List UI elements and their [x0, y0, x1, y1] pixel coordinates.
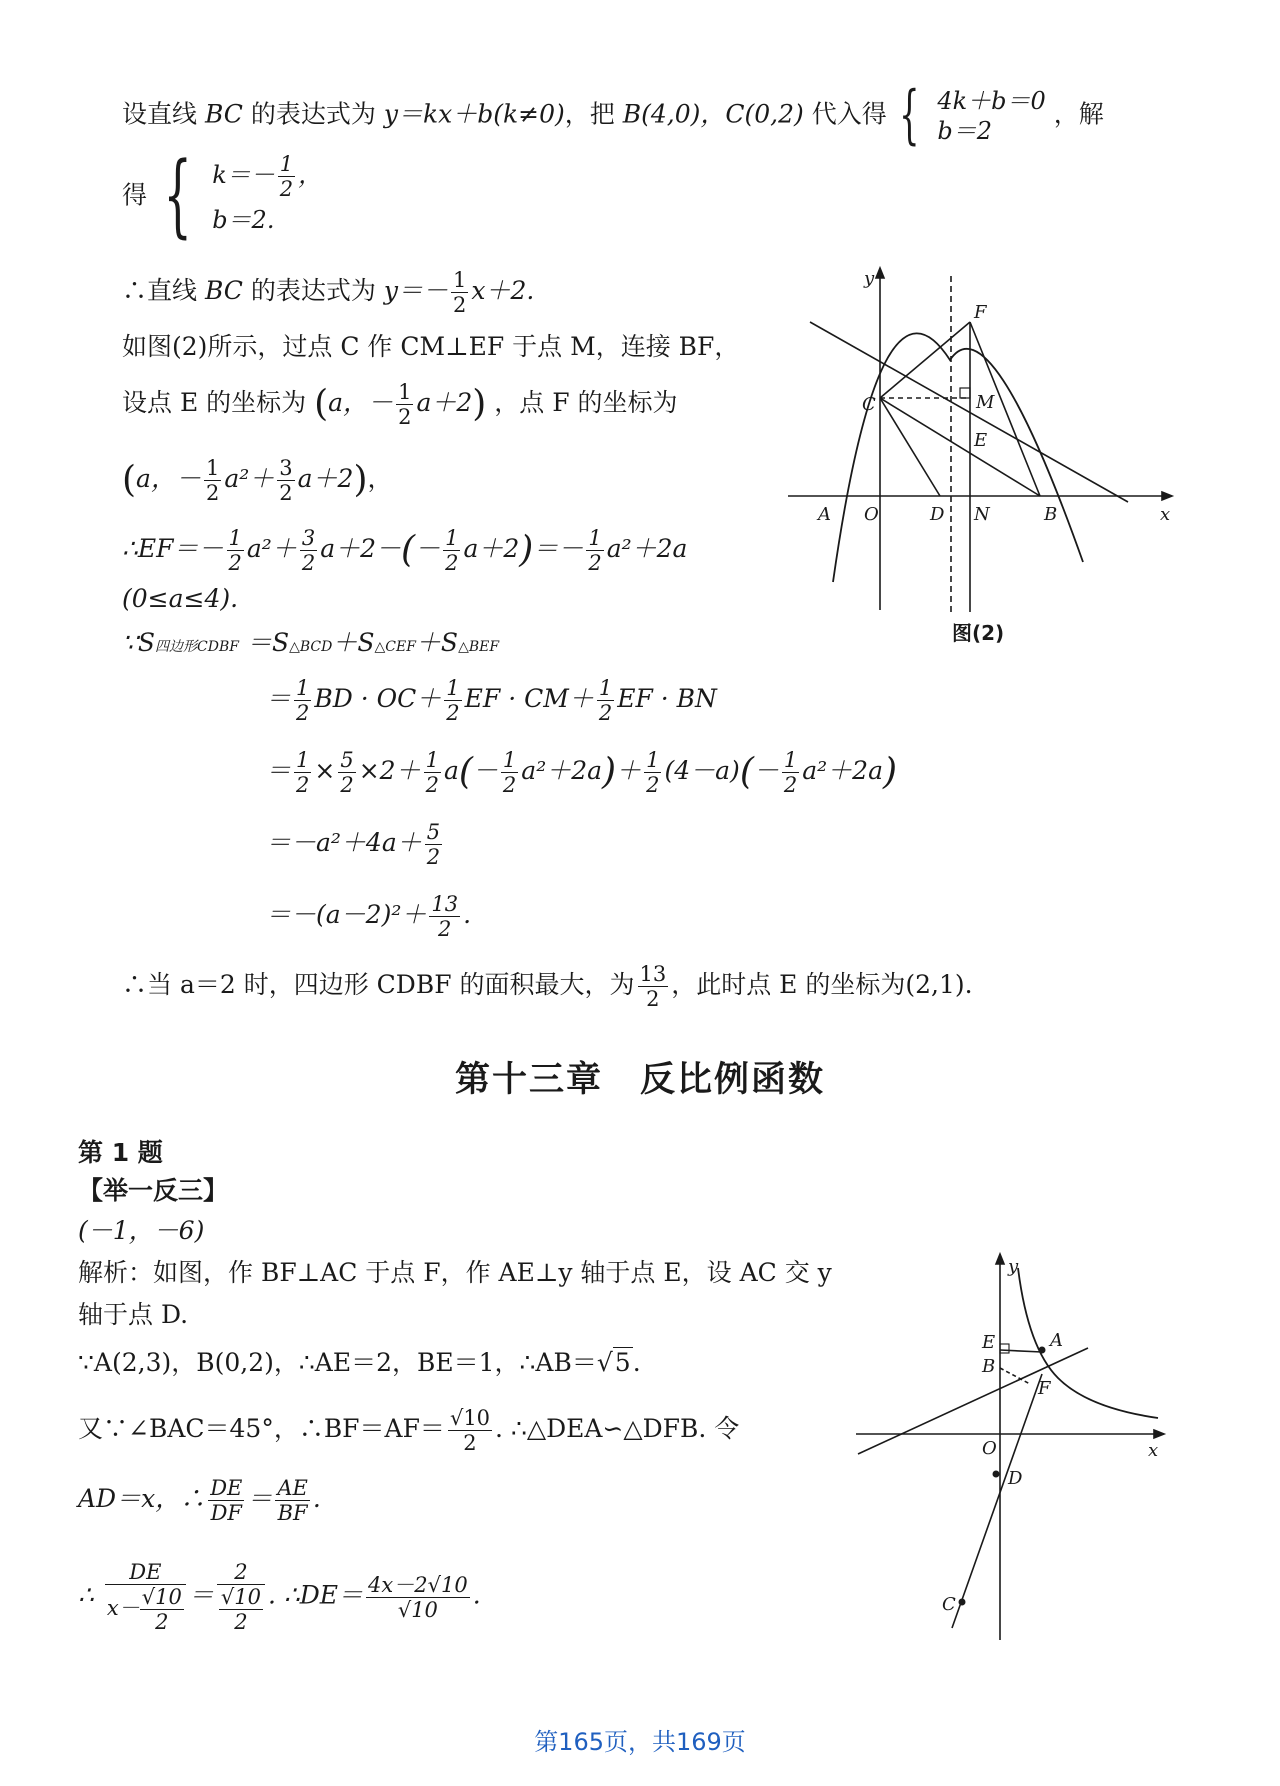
text-line: 设点 E 的坐标为 (a，－ $\frac{1}{2}$ a＋2) ，点 F 的坐标为 [122, 380, 678, 429]
label-d: D [1008, 1468, 1023, 1489]
text-line: ＝ $\frac{1}{2}$ × $\frac{5}{2}$ ×2＋ $\frac{1}{2}$ a(－ $\frac{1}{2}$ a²＋2a)＋ $\frac{1}{2}$ (4－a)(－ $\frac{1}{2}$ a²＋2a) [266, 748, 898, 797]
point-c [959, 1599, 966, 1606]
text-line: ∴直线 BC 的表达式为 y＝－ $\frac{1}{2}$ x＋2. [122, 268, 535, 317]
text-line: ∴当 a＝2 时，四边形 CDBF 的面积最大，为 $\frac{13}{2}$ ，此时点 E 的坐标为(2,1). [122, 962, 973, 1011]
segment-ae [1000, 1350, 1042, 1352]
figure-caption: 图(2) [952, 621, 1005, 645]
section-tag: 【举一反三】 [78, 1176, 229, 1205]
text-line: 如图(2)所示，过点 C 作 CM⊥EF 于点 M，连接 BF， [122, 332, 740, 361]
text-line: ∵S四边形CDBF ＝S△BCD＋S△CEF＋S△BEF [122, 628, 500, 657]
label-n: N [974, 504, 990, 525]
text-line: 设直线 BC 的表达式为 y＝kx＋b(k≠0)，把 B(4,0)，C(0,2) 代入得 { 4k＋b＝0 b＝2 ，解 [122, 78, 1104, 153]
text-line: (a，－ $\frac{1}{2}$ a²＋ $\frac{3}{2}$ a＋2)， [122, 456, 393, 505]
label-y: y [864, 268, 875, 289]
label-x: x [1148, 1440, 1159, 1461]
point-a [1039, 1347, 1046, 1354]
page-counter: 第165页，共169页 [534, 1728, 746, 1756]
label-c: C [942, 1594, 956, 1615]
parabola-curve [833, 333, 1083, 582]
point-d [993, 1471, 1000, 1478]
hyperbola-figure [848, 1248, 1168, 1648]
x-axis-arrow [1154, 1430, 1164, 1438]
label-f: F [974, 302, 987, 323]
x-axis-arrow [1162, 492, 1172, 500]
text-line: (0≤a≤4). [122, 584, 239, 613]
label-x: x [1160, 504, 1171, 525]
text-line: ＝－(a－2)²＋ $\frac{13}{2}$ . [266, 892, 472, 941]
text-line: 又∵∠BAC＝45°，∴BF＝AF＝ $\frac{√10}{2}$ . ∴△DEA∽△DFB. 令 [78, 1406, 740, 1455]
segment-cb [880, 398, 1040, 496]
segment-cd [880, 398, 940, 496]
label-e: E [974, 430, 988, 451]
answer: (－1，－6) [78, 1216, 205, 1245]
label-o: O [982, 1438, 997, 1459]
chapter-title: 第十三章 反比例函数 [454, 1060, 825, 1100]
label-m: M [976, 392, 995, 413]
text-line: ∵A(2,3)，B(0,2)，∴AE＝2，BE＝1，∴AB＝√5. [78, 1348, 641, 1377]
label-o: O [864, 504, 879, 525]
y-axis-arrow [996, 1254, 1004, 1264]
label-y: y [1008, 1256, 1019, 1277]
text-line: 解析：如图，作 BF⊥AC 于点 F，作 AE⊥y 轴于点 E，设 AC 交 y [78, 1258, 832, 1287]
label-a: A [818, 504, 831, 525]
label-e: E [982, 1332, 996, 1353]
line-ac [952, 1374, 1042, 1628]
line-ab [858, 1348, 1088, 1454]
text-line: 得 { k＝－ $\frac{1}{2}$ ， b＝2. [122, 142, 323, 248]
y-axis-arrow [876, 268, 884, 278]
text-line: ＝ $\frac{1}{2}$ BD · OC＋ $\frac{1}{2}$ EF · CM＋ $\frac{1}{2}$ EF · BN [266, 676, 717, 725]
question-title: 第 1 题 [78, 1138, 163, 1167]
label-f: F [1038, 1378, 1051, 1399]
label-c: C [862, 394, 876, 415]
right-angle-marker [960, 388, 970, 398]
right-angle-e [1000, 1344, 1009, 1353]
label-d: D [930, 504, 945, 525]
label-b: B [1044, 504, 1058, 525]
label-a: A [1050, 1330, 1063, 1351]
text-line: ∴EF＝－ $\frac{1}{2}$ a²＋ $\frac{3}{2}$ a＋2－(－ $\frac{1}{2}$ a＋2)＝－ $\frac{1}{2}$ a²＋2a [122, 526, 688, 575]
text-line: 轴于点 D. [78, 1300, 189, 1329]
text-line: ∴ DE x－ $\frac{√10}{2}$ ＝ $\frac{2}{\frac{√10}{2}}$ . ∴DE＝ $\frac{4x-2√10}{√10}$ . [78, 1560, 481, 1634]
text-line: AD＝x，∴ $\frac{DE}{DF}$ ＝ $\frac{AE}{BF}$ . [78, 1476, 321, 1525]
label-b: B [982, 1356, 996, 1377]
text-line: ＝－a²＋4a＋ $\frac{5}{2}$ [266, 820, 441, 869]
parabola-figure [780, 262, 1180, 652]
